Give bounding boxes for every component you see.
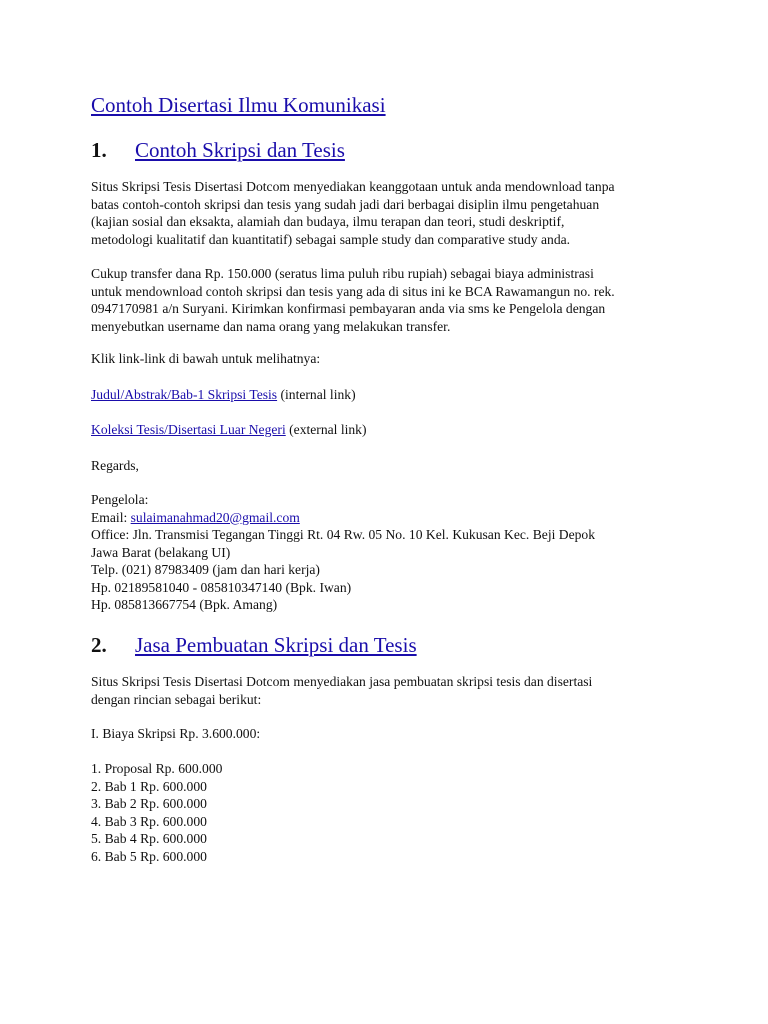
paragraph-line: Cukup transfer dana Rp. 150.000 (seratus lima puluh ribu rupiah) sebagai biaya administrasi xyxy=(91,266,594,281)
email-link[interactable]: sulaimanahmad20@gmail.com xyxy=(130,509,300,525)
section-2-number: 2. xyxy=(91,633,107,657)
external-link[interactable]: Koleksi Tesis/Disertasi Luar Negeri xyxy=(91,422,286,437)
list-item: 5. Bab 4 Rp. 600.000 xyxy=(91,831,207,846)
email-label: Email: xyxy=(91,509,131,525)
email-row xyxy=(91,509,595,527)
contact-line: Hp. 02189581040 - 085810347140 (Bpk. Iwan) xyxy=(91,579,352,595)
paragraph-line: Situs Skripsi Tesis Disertasi Dotcom menyediakan jasa pembuatan skripsi tesis dan disertasi xyxy=(91,674,593,689)
internal-link-row xyxy=(91,386,356,404)
paragraph-line: dengan rincian sebagai berikut: xyxy=(91,691,262,707)
contact-line: Telp. (021) 87983409 (jam dan hari kerja) xyxy=(91,562,320,577)
section-1-title-link[interactable]: Contoh Skripsi dan Tesis xyxy=(135,138,345,162)
section-1-number: 1. xyxy=(91,138,107,162)
section-1-intro-paragraph xyxy=(91,178,615,248)
list-item: 2. Bab 1 Rp. 600.000 xyxy=(91,778,207,794)
contact-line: Jawa Barat (belakang UI) xyxy=(91,544,231,560)
regards-text: Regards, xyxy=(91,458,139,473)
paragraph-line: Situs Skripsi Tesis Disertasi Dotcom menyediakan keanggotaan untuk anda mendownload tanpa xyxy=(91,179,615,194)
list-item: 4. Bab 3 Rp. 600.000 xyxy=(91,813,207,829)
section-1-transfer-paragraph xyxy=(91,265,615,335)
paragraph-line: 0947170981 a/n Suryani. Kirimkan konfirmasi pembayaran anda via sms ke Pengelola dengan xyxy=(91,301,606,316)
section-2-title-link[interactable]: Jasa Pembuatan Skripsi dan Tesis xyxy=(135,633,417,657)
paragraph-line: batas contoh-contoh skripsi dan tesis yang sudah jadi dari berbagai disiplin ilmu pengetahuan xyxy=(91,196,600,212)
paragraph-line: menyebutkan username dan nama orang yang melakukan transfer. xyxy=(91,318,451,334)
list-item: 3. Bab 2 Rp. 600.000 xyxy=(91,796,207,811)
biaya-skripsi-heading: I. Biaya Skripsi Rp. 3.600.000: xyxy=(91,726,261,741)
list-item: 1. Proposal Rp. 600.000 xyxy=(91,761,223,776)
paragraph-line: untuk mendownload contoh skripsi dan tesis yang ada di situs ini ke BCA Rawamangun no. rek. xyxy=(91,283,615,299)
paragraph-line: metodologi kualitatif dan kuantitatif) sebagai sample study dan comparative study anda. xyxy=(91,231,571,247)
biaya-item-list xyxy=(91,760,222,865)
contact-line: Office: Jln. Transmisi Tegangan Tinggi Rt. 04 Rw. 05 No. 10 Kel. Kukusan Kec. Beji Depok xyxy=(91,527,596,542)
paragraph-line: (kajian sosial dan eksakta, alamiah dan budaya, ilmu terapan dan teori, studi deskriptif, xyxy=(91,214,565,229)
external-link-row xyxy=(91,421,367,439)
contact-line: Hp. 085813667754 (Bpk. Amang) xyxy=(91,597,278,612)
internal-link-suffix: (internal link) xyxy=(277,387,356,402)
page-title-link[interactable]: Contoh Disertasi Ilmu Komunikasi xyxy=(91,93,386,117)
internal-link[interactable]: Judul/Abstrak/Bab-1 Skripsi Tesis xyxy=(91,387,278,402)
section-2-intro-paragraph xyxy=(91,673,592,708)
list-item: 6. Bab 5 Rp. 600.000 xyxy=(91,848,207,864)
klik-instruction: Klik link-link di bawah untuk melihatnya: xyxy=(91,351,321,366)
external-link-suffix: (external link) xyxy=(285,422,367,437)
contact-block xyxy=(91,491,595,614)
pengelola-label: Pengelola: xyxy=(91,492,149,507)
